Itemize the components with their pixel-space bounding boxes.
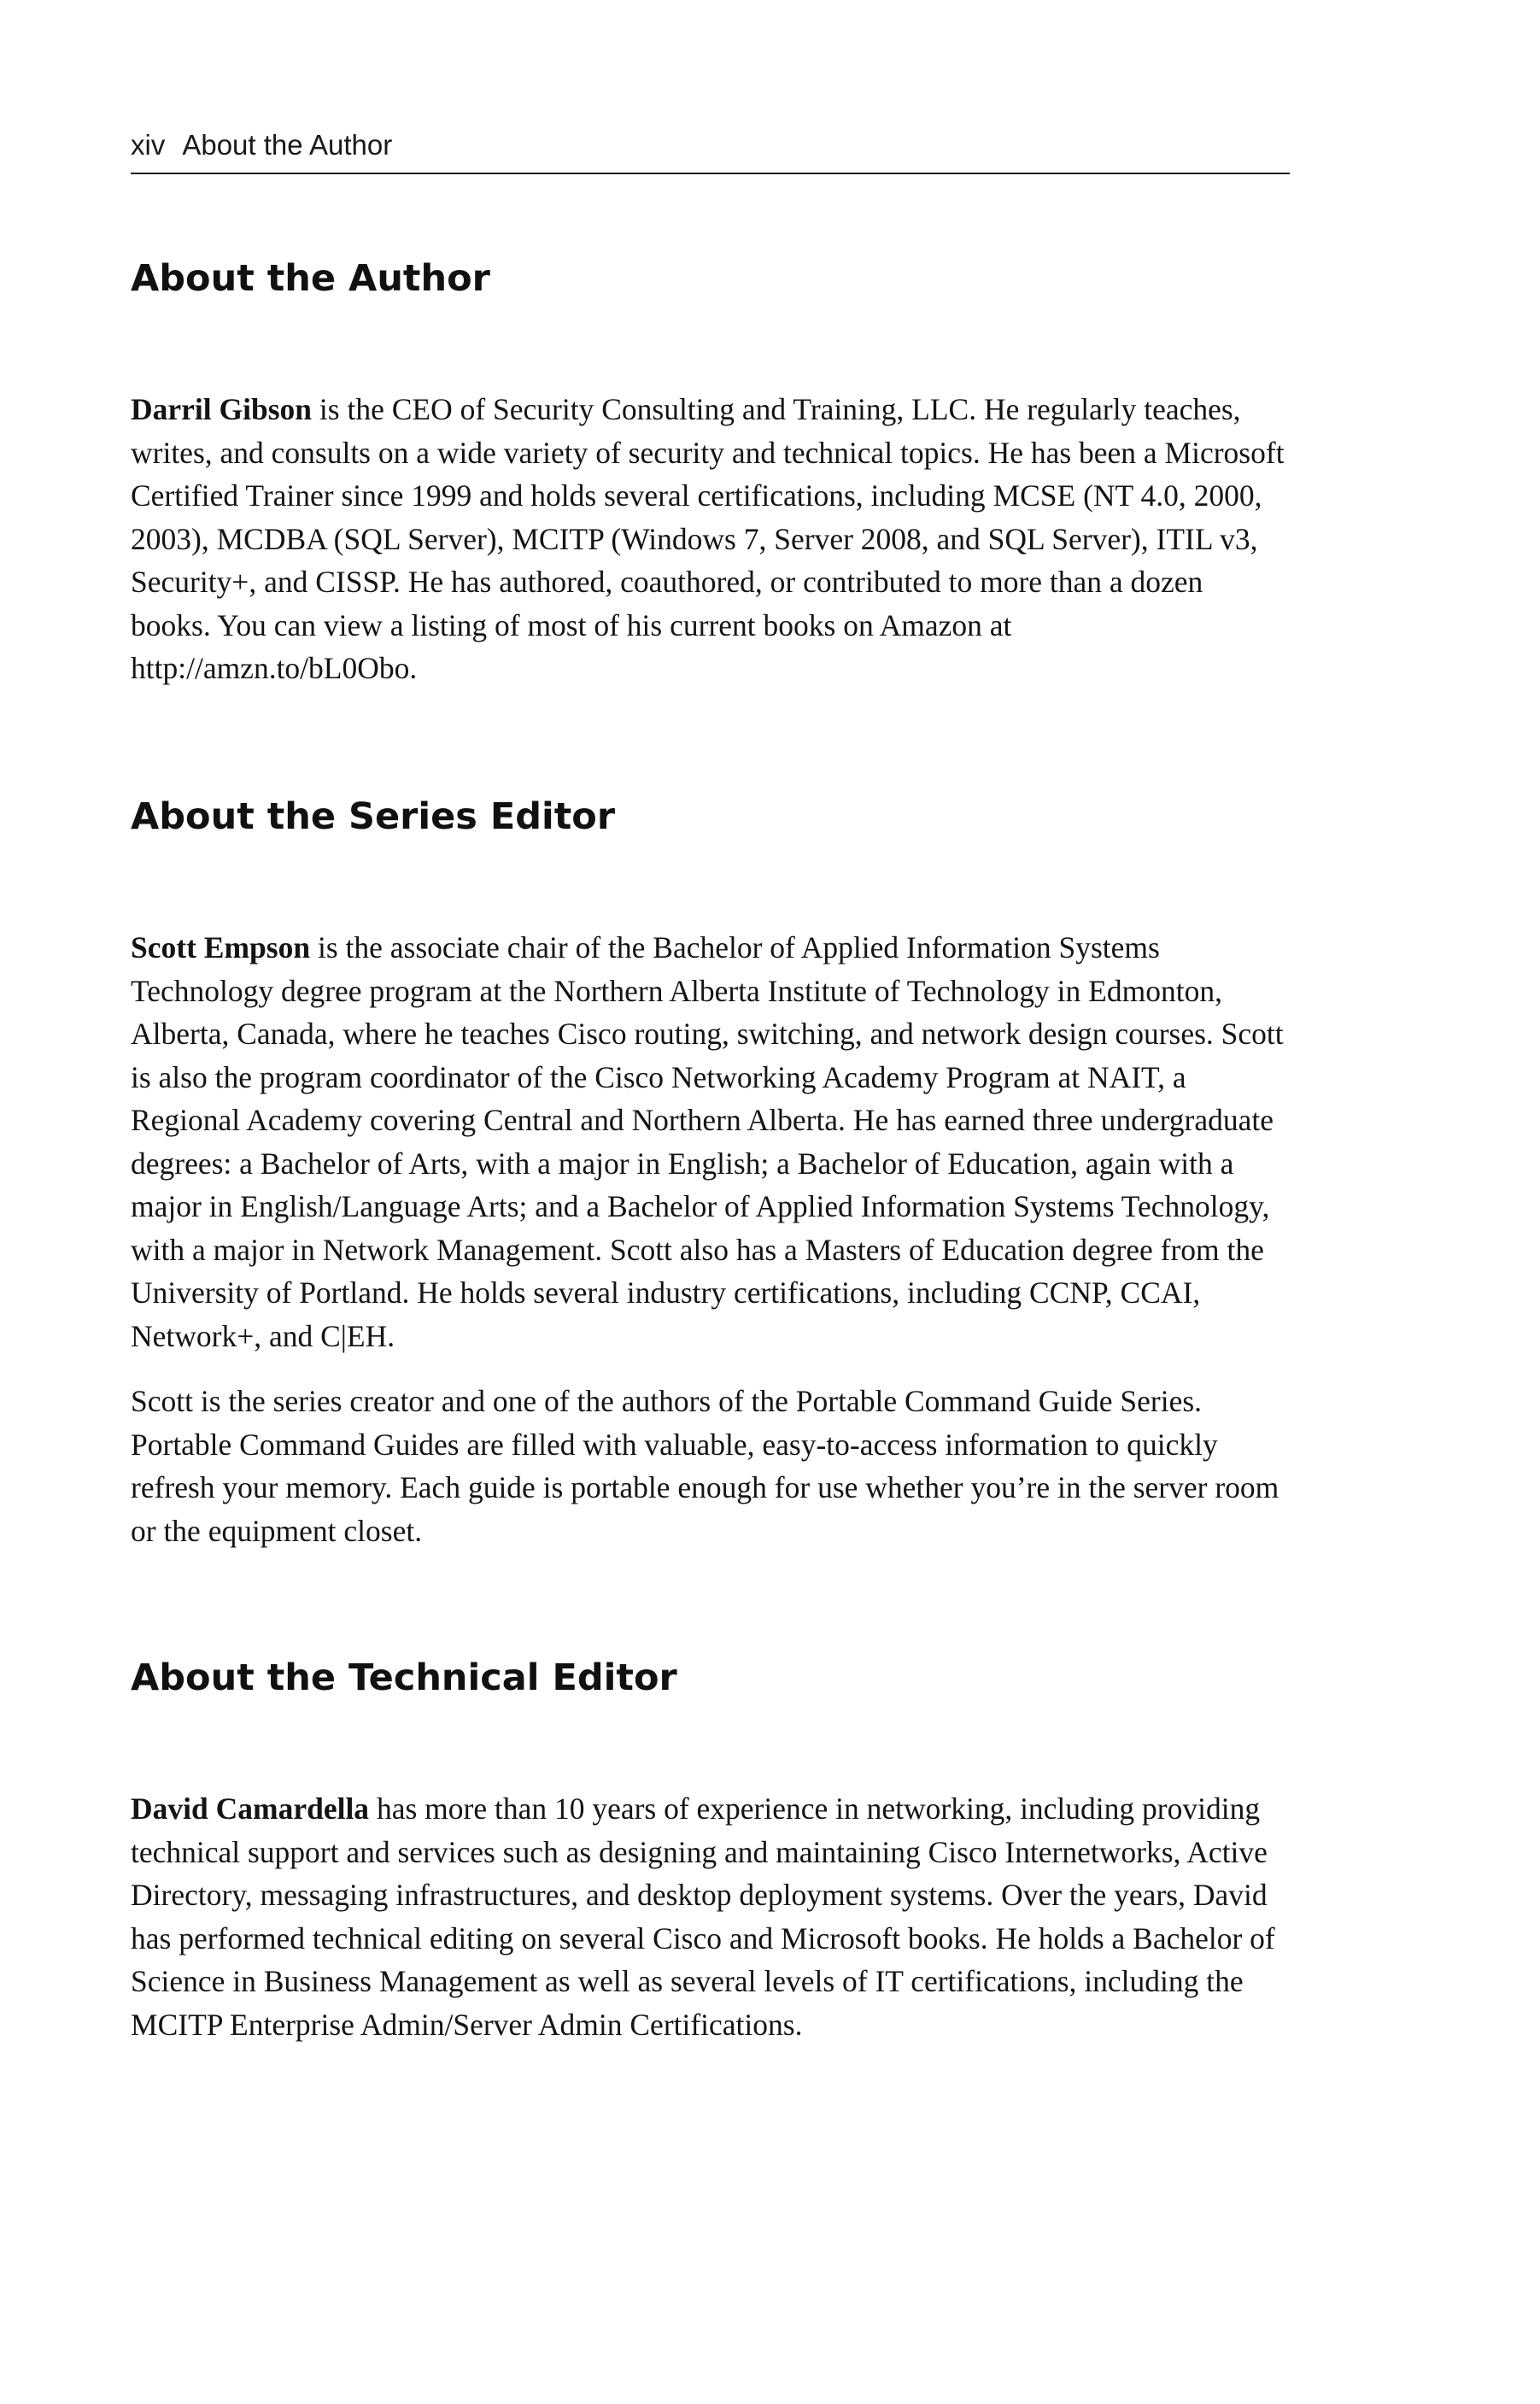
section-heading: About the Author (131, 257, 490, 300)
paragraph-text: has more than 10 years of experience in networking, including providing technical support and services such as designing and maintaining Cisco Internetworks, Active Directory, messaging infrastructures, and desktop deployment systems. Over the years, David has performed technical editing on several Cisco and Microsoft books. He holds a Bachelor of Science in Business Management as well as several levels of IT certifications, including the MCITP Enterprise Admin/Server Admin Certifications. (131, 1791, 1275, 2042)
paragraph-text: is the CEO of Security Consulting and Training, LLC. He regularly teaches, writes, and consults on a wide variety of security and technical topics. He has been a Microsoft Certified Trainer since 1999 and holds several certifications, including MCSE (NT 4.0, 2000, 2003), MCDBA (SQL Server), MCITP (Windows 7, Server 2008, and SQL Server), ITIL v3, Security+, and CISSP. He has authored, coauthored, or contributed to more than a dozen books. You can view a listing of most of his current books on Amazon at http://amzn.to/bL0Obo. (131, 392, 1285, 685)
person-name: David Camardella (131, 1791, 370, 1826)
paragraph (131, 1787, 1290, 2046)
section-body (131, 388, 1290, 690)
person-name: Darril Gibson (131, 392, 313, 426)
paragraph (131, 926, 1290, 1357)
section-about-author (131, 255, 1290, 690)
person-name: Scott Empson (131, 930, 311, 965)
paragraph-text: is the associate chair of the Bachelor of Applied Information Systems Technology degree program at the Northern Alberta Institute of Technology in Edmonton, Alberta, Canada, where he teaches Cisco routing, switching, and network design courses. Scott is also the program coordinator of the Cisco Networking Academy Program at NAIT, a Regional Academy covering Central and Northern Alberta. He has earned three undergraduate degrees: a Bachelor of Arts, with a major in English; a Bachelor of Education, again with a major in English/Language Arts; and a Bachelor of Applied Information Systems Technology, with a major in Network Management. Scott also has a Masters of Education degree from the University of Portland. He holds several industry certifications, including CCNP, CCAI, Network+, and C|EH. (131, 930, 1284, 1353)
paragraph (131, 388, 1290, 690)
page-number: xiv (131, 129, 166, 161)
section-about-series-editor (131, 793, 1290, 1552)
paragraph (131, 1380, 1290, 1552)
section-body (131, 1787, 1290, 2046)
section-about-technical-editor (131, 1654, 1290, 2046)
header-rule (131, 173, 1290, 174)
running-head-title: About the Author (182, 129, 393, 161)
section-body (131, 926, 1290, 1552)
section-heading: About the Technical Editor (131, 1656, 677, 1699)
section-heading: About the Series Editor (131, 795, 616, 838)
paragraph-text: Scott is the series creator and one of the authors of the Portable Command Guide Series. Portable Command Guides are filled with valuable, easy-to-access information to quickly refresh your memory. Each guide is portable enough for use whether you’re in the server room or the equipment closet. (131, 1384, 1279, 1548)
running-head (131, 126, 1290, 164)
